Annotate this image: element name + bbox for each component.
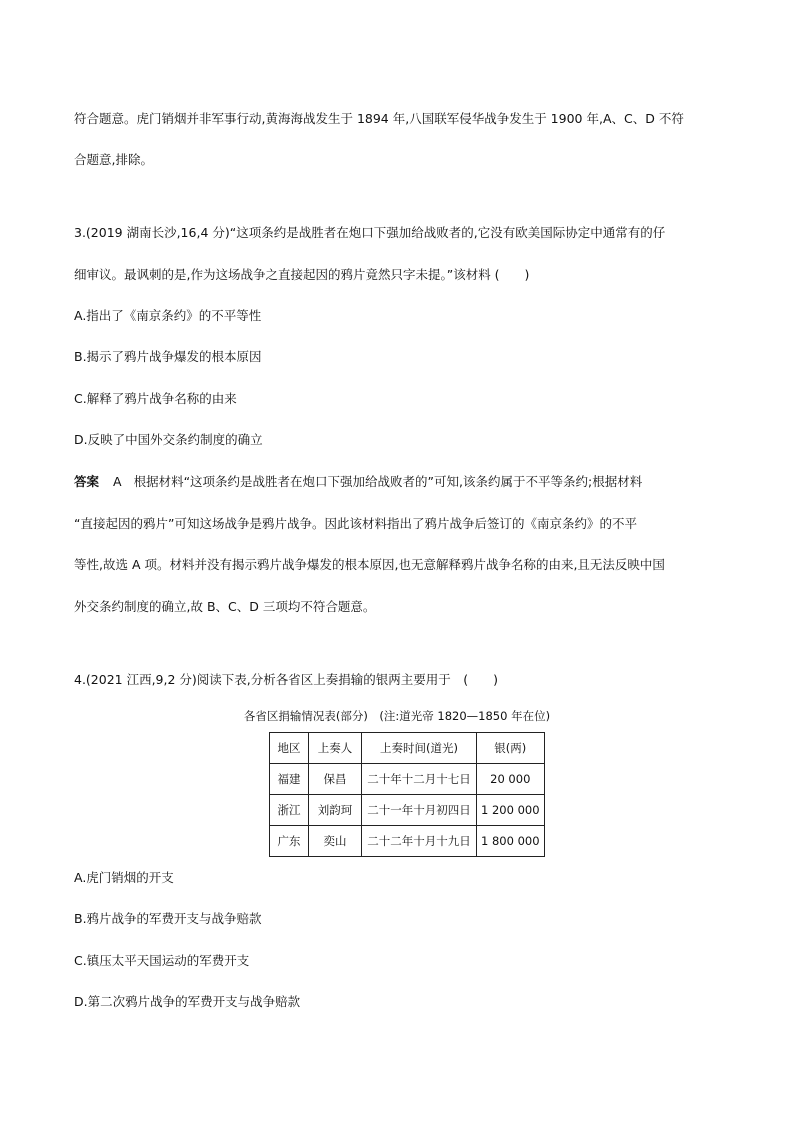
answer-label: 答案	[74, 474, 100, 489]
q3-option-a: A.指出了《南京条约》的不平等性	[74, 308, 262, 323]
q4-option-d: D.第二次鸦片战争的军费开支与战争赔款	[74, 994, 301, 1009]
q3-explanation-line-4: 外交条约制度的确立,故 B、C、D 三项均不符合题意。	[74, 599, 376, 614]
table-cell: 福建	[270, 764, 309, 795]
q3-explanation-line-2: “直接起因的鸦片”可知这场战争是鸦片战争。因此该材料指出了鸦片战争后签订的《南京条约》的不平	[74, 516, 637, 531]
table-cell: 浙江	[270, 795, 309, 826]
table-cell: 刘韵珂	[309, 795, 362, 826]
q3-stem-line-2: 细审议。最讽刺的是,作为这场战争之直接起因的鸦片竟然只字未提。”该材料 ( )	[74, 267, 530, 282]
table-cell: 1 200 000	[477, 795, 545, 826]
table-header-cell: 上奏时间(道光)	[362, 733, 477, 764]
table-row	[270, 764, 545, 795]
table-caption: 各省区捐输情况表(部分) (注:道光帝 1820—1850 年在位)	[243, 709, 551, 723]
q3-option-d: D.反映了中国外交条约制度的确立	[74, 432, 263, 447]
table-cell: 保昌	[309, 764, 362, 795]
table-header-cell: 银(两)	[477, 733, 545, 764]
q3-explanation-line-1: 根据材料“这项条约是战胜者在炮口下强加给战败者的”可知,该条约属于不平等条约;根据材料	[133, 474, 643, 489]
q4-option-a: A.虎门销烟的开支	[74, 870, 174, 885]
table-row	[270, 795, 545, 826]
table-cell: 广东	[270, 826, 309, 857]
table-cell: 1 800 000	[477, 826, 545, 857]
table-header-cell: 地区	[270, 733, 309, 764]
q3-answer-line	[74, 474, 642, 490]
q4-option-c: C.镇压太平天国运动的军费开支	[74, 953, 250, 968]
q3-explanation-line-3: 等性,故选 A 项。材料并没有揭示鸦片战争爆发的根本原因,也无意解释鸦片战争名称的由来,且无法反映中国	[74, 557, 665, 572]
table-header-row	[270, 733, 545, 764]
table-cell: 二十二年十月十九日	[362, 826, 477, 857]
q4-option-b: B.鸦片战争的军费开支与战争赔款	[74, 911, 262, 926]
q3-option-c: C.解释了鸦片战争名称的由来	[74, 391, 237, 406]
q3-stem-line-1: 3.(2019 湖南长沙,16,4 分)“这项条约是战胜者在炮口下强加给战败者的,它没有欧美国际协定中通常有的仔	[74, 225, 666, 240]
table-header-cell: 上奏人	[309, 733, 362, 764]
intro-line-1: 符合题意。虎门销烟并非军事行动,黄海海战发生于 1894 年,八国联军侵华战争发生于 1900 年,A、C、D 不符	[74, 111, 684, 126]
table-cell: 二十年十二月十七日	[362, 764, 477, 795]
q3-option-b: B.揭示了鸦片战争爆发的根本原因	[74, 349, 262, 364]
table-cell: 奕山	[309, 826, 362, 857]
intro-line-2: 合题意,排除。	[74, 152, 153, 167]
table-row	[270, 826, 545, 857]
table-cell: 二十一年十月初四日	[362, 795, 477, 826]
answer-letter: A	[113, 474, 122, 489]
table-cell: 20 000	[477, 764, 545, 795]
donation-table	[269, 732, 545, 857]
q4-stem: 4.(2021 江西,9,2 分)阅读下表,分析各省区上奏捐输的银两主要用于 ( )	[74, 672, 499, 687]
